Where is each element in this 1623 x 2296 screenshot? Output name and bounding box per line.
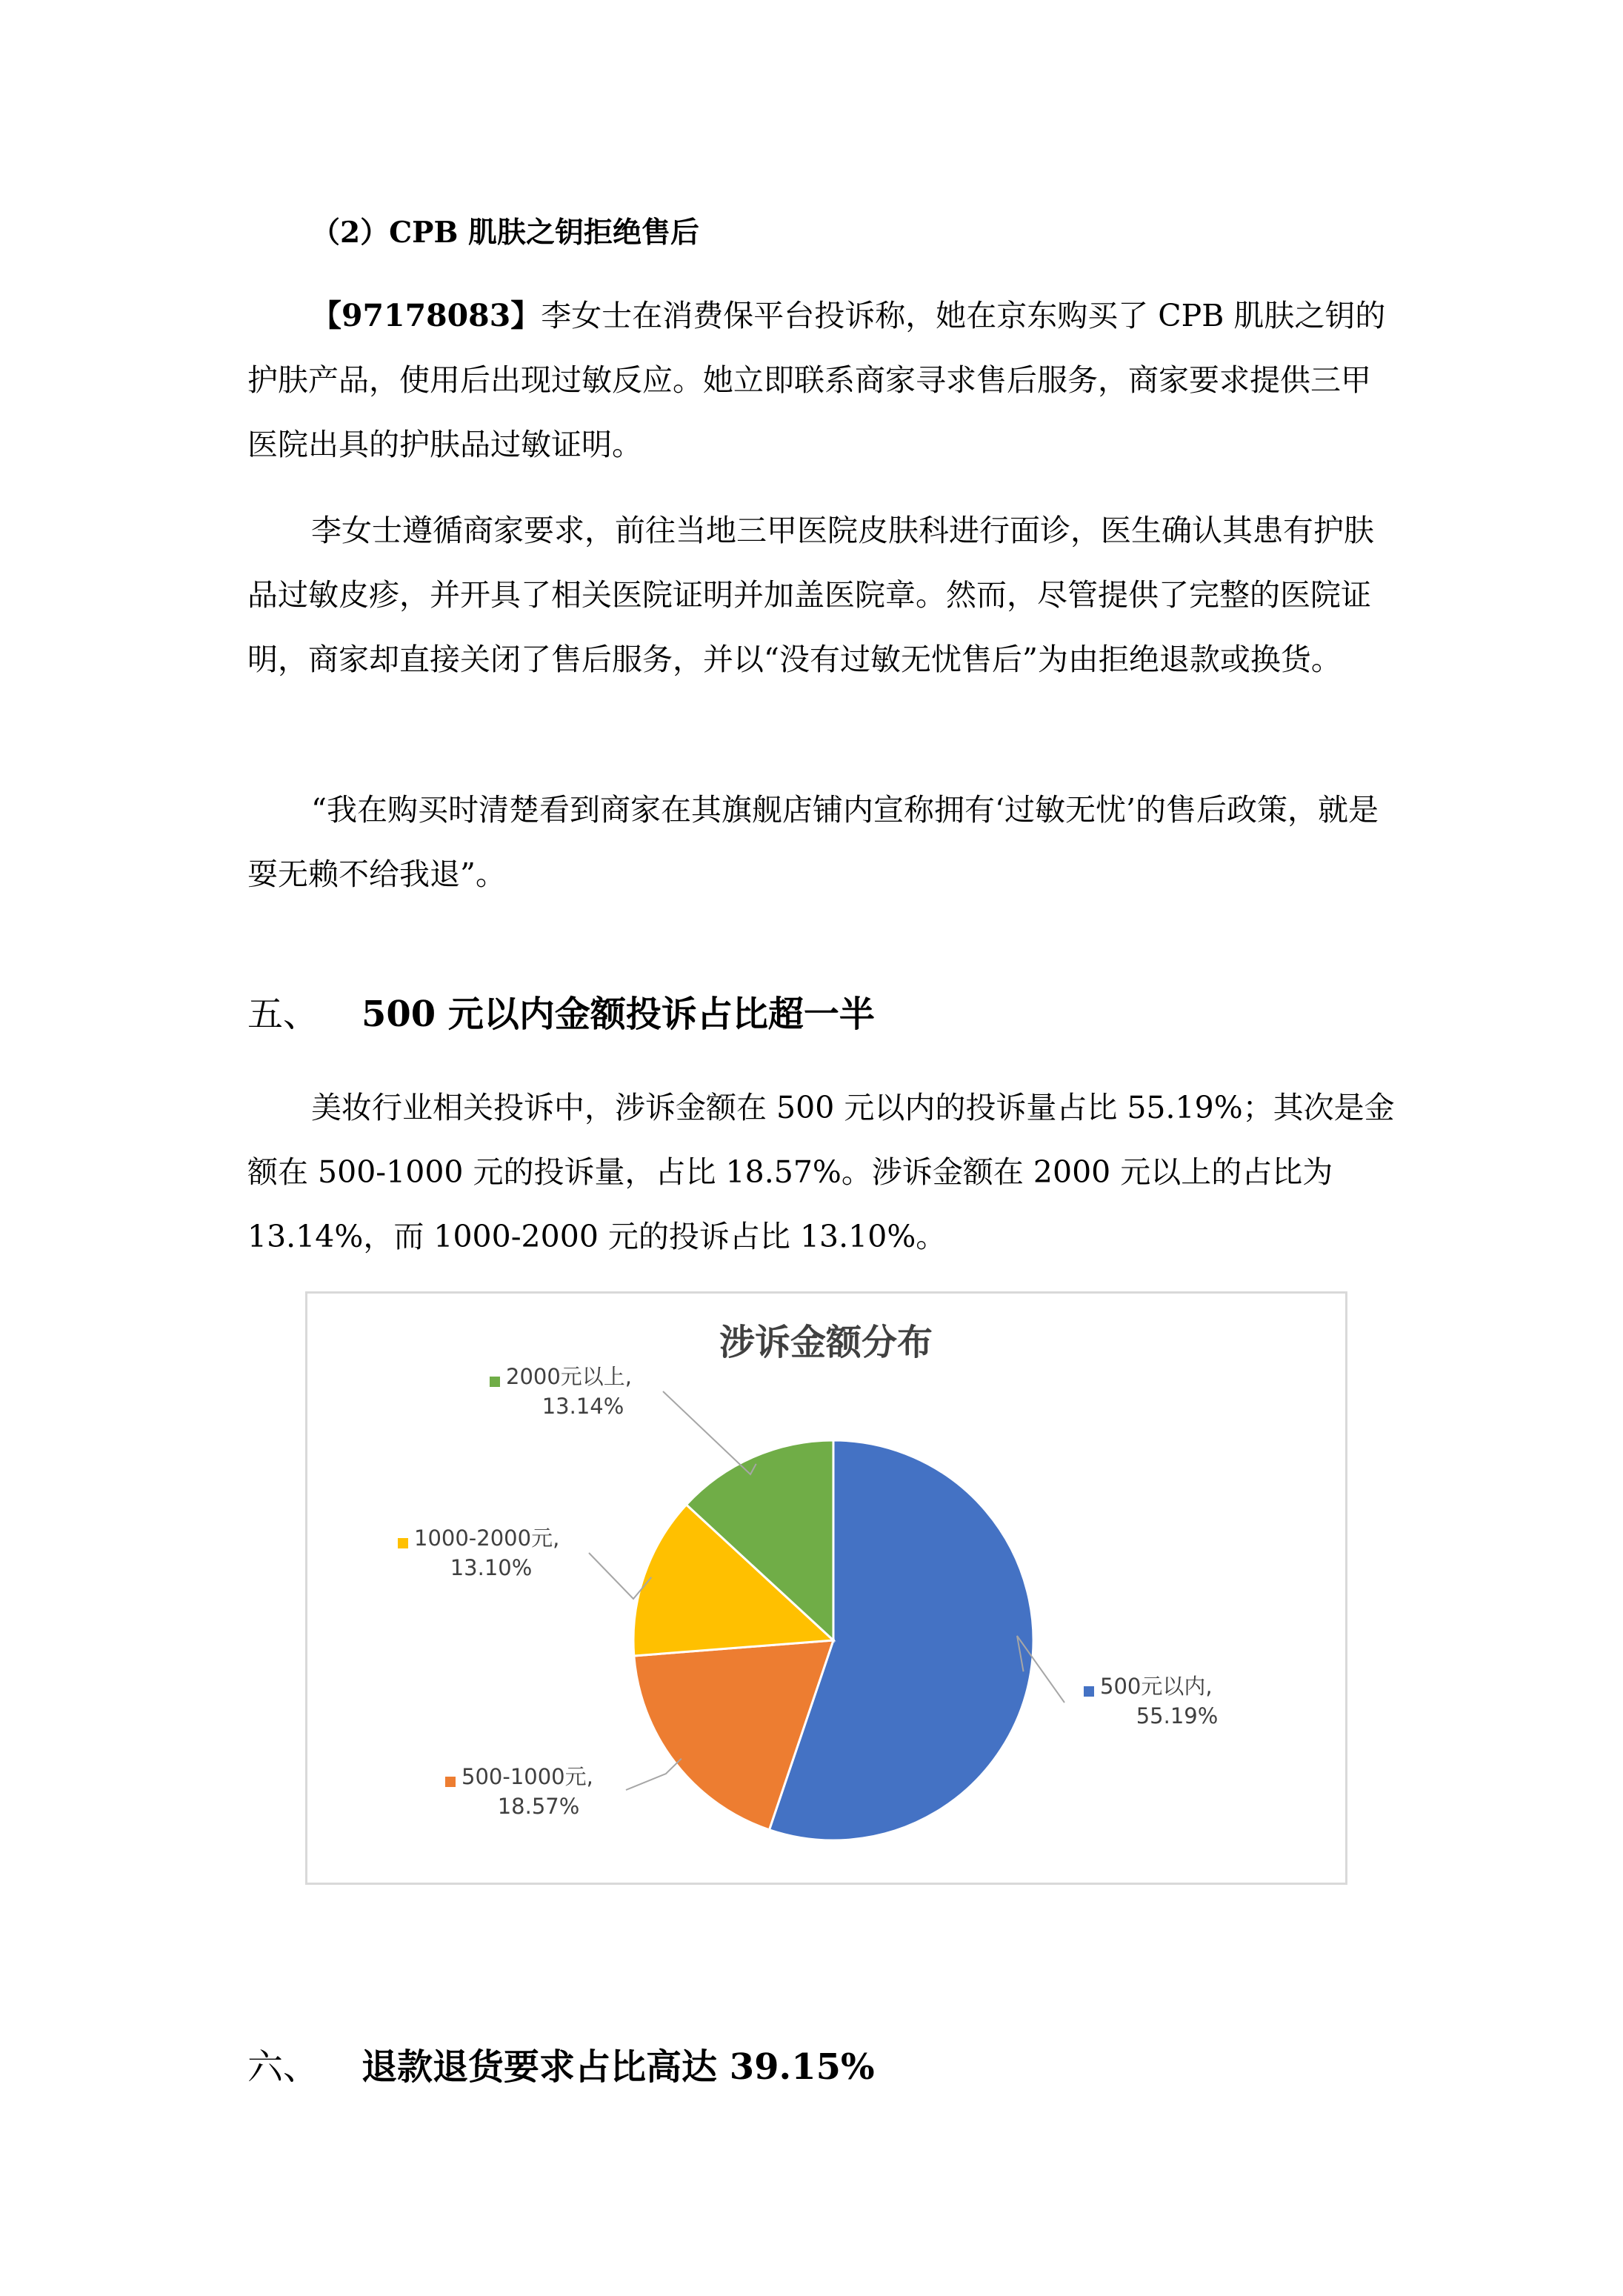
slice-value-label: 13.14% [541, 1394, 624, 1419]
slice-value-label: 13.10% [450, 1555, 533, 1580]
pie-chart [307, 1294, 1345, 1883]
section-6-heading [247, 2041, 1507, 2093]
label-swatch [398, 1538, 408, 1548]
label-swatch [445, 1777, 456, 1787]
section-5-number: 五、 [247, 994, 319, 1035]
label-swatch [1084, 1686, 1094, 1697]
slice-value-label: 18.57% [497, 1794, 580, 1819]
followup-paragraph: 李女士遵循商家要求，前往当地三甲医院皮肤科进行面诊，医生确认其患有护肤品过敏皮疹，并开具了相关医院证明并加盖医院章。然而，尽管提供了完整的医院证明，商家却直接关闭了售后服务，并以“没有过敏无忧售后”为由拒绝退款或换货。 [247, 513, 1374, 677]
case-subheading: （2）CPB 肌肤之钥拒绝售后 [311, 216, 700, 250]
section-5-paragraph: 美妆行业相关投诉中，涉诉金额在 500 元以内的投诉量占比 55.19%；其次是金额在 500-1000 元的投诉量，占比 18.57%。涉诉金额在 2000 元以上的占比为 13.14%，而 1000-2000 元的投诉占比 13.10%。 [247, 1090, 1395, 1254]
chart-title: 涉诉金额分布 [719, 1322, 933, 1363]
label-swatch [490, 1377, 500, 1387]
section-6-title: 退款退货要求占比高达 39.15% [361, 2046, 875, 2088]
quote-paragraph: “我在购买时清楚看到商家在其旗舰店铺内宣称拥有‘过敏无忧’的售后政策，就是耍无赖不给我退”。 [247, 792, 1379, 892]
case-paragraph [247, 284, 1396, 477]
slice-value-label: 55.19% [1136, 1703, 1219, 1728]
section-5-heading [247, 988, 1507, 1040]
section-6-number: 六、 [247, 2046, 319, 2088]
section-5-title: 500 元以内金额投诉占比超一半 [361, 994, 875, 1035]
slice-category-label: 500-1000元, [461, 1764, 593, 1789]
slice-category-label: 500元以内, [1100, 1674, 1213, 1699]
pie-chart-frame [305, 1291, 1347, 1885]
case-body: 李女士在消费保平台投诉称，她在京东购买了 CPB 肌肤之钥的护肤产品，使用后出现过敏反应。她立即联系商家寻求售后服务，商家要求提供三甲医院出具的护肤品过敏证明。 [247, 298, 1386, 462]
case-id: 【97178083】 [311, 298, 541, 333]
leader-line [626, 1759, 681, 1790]
pie-slices [633, 1440, 1033, 1840]
slice-category-label: 1000-2000元, [414, 1525, 560, 1551]
slice-category-label: 2000元以上, [506, 1364, 633, 1389]
